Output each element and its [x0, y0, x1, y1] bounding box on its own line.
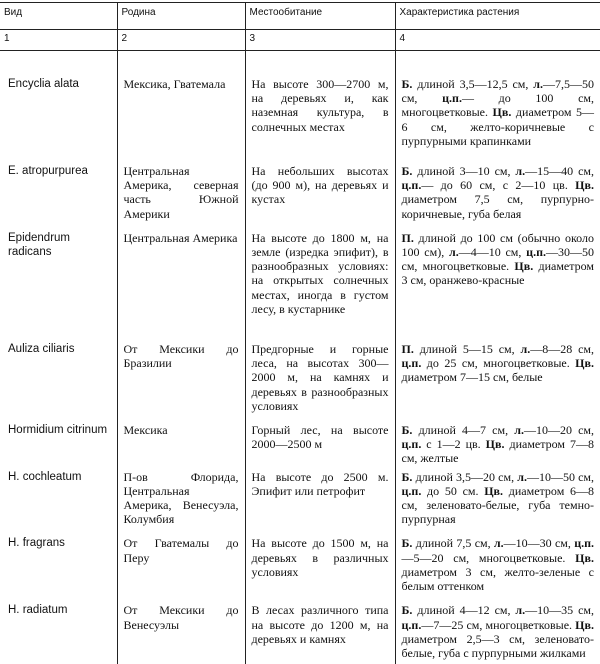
characteristic-text: длиной 4—7 см, — [412, 423, 514, 437]
characteristic-text: длиной 3,5—20 см, — [412, 470, 517, 484]
characteristic-text: длиной 3,5—12,5 см, — [412, 77, 533, 91]
habitat-cell — [245, 231, 395, 342]
characteristic-text: —7,5—50 см, — [402, 77, 595, 105]
habitat-text: Горный лес, на высоте 2000—2500 м — [252, 423, 389, 451]
homeland-cell — [117, 470, 245, 537]
column-header-characteristic: Характеристика растения — [395, 3, 600, 30]
characteristic-term: Цв. — [575, 618, 594, 632]
homeland-cell — [117, 423, 245, 470]
column-number-row — [0, 30, 600, 51]
characteristic-text: до 25 см, многоцветковые. — [421, 356, 575, 370]
characteristic-term: л. — [514, 423, 524, 437]
table-row — [0, 536, 600, 603]
characteristic-term: Цв. — [514, 259, 533, 273]
characteristic-term: П. — [402, 231, 414, 245]
homeland-cell — [117, 164, 245, 231]
homeland-text: От Мексики до Венесуэлы — [124, 603, 239, 631]
characteristic-text: диаметром 7—15 см, белые — [402, 370, 543, 384]
characteristic-text: длиной 4—12 см, — [412, 603, 515, 617]
habitat-cell — [245, 536, 395, 603]
characteristic-term: ц.п. — [402, 437, 422, 451]
characteristic-term: ц.п. — [402, 618, 422, 632]
characteristic-term: ц.п. — [574, 536, 594, 550]
species-text: E. atropurpurea — [8, 165, 88, 177]
characteristic-term: Б. — [402, 470, 413, 484]
characteristic-text: —4—10 см, — [459, 245, 526, 259]
characteristic-term: л. — [515, 603, 525, 617]
characteristic-term: Б. — [402, 603, 413, 617]
homeland-text: Мексика, Гватемала — [124, 77, 226, 91]
column-number: 3 — [245, 30, 395, 51]
characteristic-term: Б. — [402, 423, 413, 437]
habitat-cell — [245, 342, 395, 423]
habitat-text: На высоте 300—2700 м, на деревьях и, как наземная культура, в солнечных местах — [252, 77, 389, 134]
species-cell — [0, 77, 117, 164]
habitat-text: На высоте до 2500 м. Эпифит или петрофит — [252, 470, 389, 498]
species-cell — [0, 164, 117, 231]
characteristic-text: с 1—2 цв. — [421, 437, 485, 451]
habitat-text: На небольших высотах (до 900 м), на деревьях и кустах — [252, 164, 389, 206]
characteristic-text: — до 100 см, многоцветковые. — [402, 91, 595, 119]
characteristic-text: —10—50 см, — [527, 470, 594, 484]
species-cell — [0, 603, 117, 664]
characteristic-cell — [395, 231, 600, 342]
characteristic-term: Цв. — [575, 178, 594, 192]
habitat-cell — [245, 164, 395, 231]
characteristic-cell — [395, 77, 600, 164]
characteristic-term: л. — [521, 342, 531, 356]
habitat-cell — [245, 470, 395, 537]
characteristic-text: диаметром 6—8 см, зеленовато-белые, губа темно-пурпурная — [402, 484, 595, 526]
column-number: 1 — [0, 30, 117, 51]
table-row — [0, 423, 600, 470]
table-row — [0, 603, 600, 664]
characteristic-term: л. — [515, 164, 525, 178]
habitat-text: В лесах различного типа на высоте до 1200 м, на деревьях и камнях — [252, 603, 389, 645]
spacer-row — [0, 51, 600, 78]
characteristic-term: Цв. — [575, 356, 594, 370]
characteristic-text: диаметром 3 см, желто-зеленые с белым оттенком — [402, 565, 595, 593]
characteristic-text: —8—28 см, — [530, 342, 594, 356]
characteristic-text: диаметром 7,5 см, пурпурно-коричневые, губа белая — [402, 192, 595, 220]
homeland-text: Мексика — [124, 423, 168, 437]
characteristic-term: ц.п. — [526, 245, 546, 259]
species-text: H. fragrans — [8, 537, 65, 549]
characteristic-cell — [395, 470, 600, 537]
species-cell — [0, 231, 117, 342]
characteristic-text: —5—20 см, многоцветковые. — [402, 551, 576, 565]
characteristic-cell — [395, 342, 600, 423]
characteristic-term: Б. — [402, 536, 413, 550]
characteristic-text: —7—25 см, многоцветковые. — [421, 618, 575, 632]
habitat-cell — [245, 603, 395, 664]
characteristic-text: диаметром 2,5—3 см, зеленовато-белые, губа с пурпурными жилками — [402, 632, 595, 660]
characteristic-term: ц.п. — [402, 484, 422, 498]
species-cell — [0, 342, 117, 423]
table-row — [0, 164, 600, 231]
characteristic-text: длиной 7,5 см, — [412, 536, 493, 550]
column-header-species: Вид — [0, 3, 117, 30]
homeland-text: П-ов Флорида, Центральная Америка, Венесуэла, Колумбия — [124, 470, 239, 527]
column-header-homeland: Родина — [117, 3, 245, 30]
species-cell — [0, 423, 117, 470]
characteristic-text: —10—35 см, — [525, 603, 594, 617]
column-number: 4 — [395, 30, 600, 51]
table-row — [0, 77, 600, 164]
habitat-text: На высоте до 1500 м, на деревьях в различных условиях — [252, 536, 389, 578]
characteristic-term: л. — [517, 470, 527, 484]
species-cell — [0, 536, 117, 603]
species-text: Auliza ciliaris — [8, 343, 74, 355]
species-text: Encyclia alata — [8, 78, 79, 90]
characteristic-text: — до 60 см, с 2—10 цв. — [421, 178, 575, 192]
homeland-text: От Гватемалы до Перу — [124, 536, 239, 564]
characteristic-text: —15—40 см, — [525, 164, 594, 178]
table-body — [0, 51, 600, 664]
characteristic-text: диаметром 7—8 см, желтые — [402, 437, 595, 465]
column-header-habitat: Местообитание — [245, 3, 395, 30]
characteristic-term: л. — [449, 245, 459, 259]
species-text: Epidendrum radicans — [8, 232, 70, 258]
characteristic-cell — [395, 603, 600, 664]
homeland-text: От Мексики до Бразилии — [124, 342, 239, 370]
characteristic-text: —10—30 см, — [504, 536, 575, 550]
characteristic-text: длиной 5—15 см, — [414, 342, 521, 356]
characteristic-text: диаметром 3 см, оранжево-красные — [402, 259, 595, 287]
species-cell — [0, 470, 117, 537]
characteristic-text: —10—20 см, — [524, 423, 594, 437]
characteristic-term: л. — [494, 536, 504, 550]
table-row — [0, 231, 600, 342]
characteristic-term: ц.п. — [442, 91, 462, 105]
characteristic-cell — [395, 423, 600, 470]
characteristic-term: л. — [533, 77, 543, 91]
homeland-cell — [117, 603, 245, 664]
characteristic-term: ц.п. — [402, 178, 422, 192]
characteristic-text: до 50 см. — [421, 484, 484, 498]
characteristic-term: Б. — [402, 164, 413, 178]
characteristic-cell — [395, 536, 600, 603]
species-text: H. radiatum — [8, 604, 67, 616]
habitat-text: Предгорные и горные леса, на высотах 300—2000 м, на камнях и деревьях в разнообразных условиях — [252, 342, 389, 413]
homeland-text: Центральная Америка — [124, 231, 238, 245]
characteristic-text: —30—50 см, многоцветковые. — [402, 245, 595, 273]
habitat-text: На высоте до 1800 м, на земле (изредка эпифит), в разнообразных условиях: на открытых солнечных местах, иногда в густом лесу, в кустарнике — [252, 231, 389, 316]
characteristic-term: Б. — [402, 77, 413, 91]
characteristic-term: Цв. — [493, 105, 512, 119]
characteristic-term: ц.п. — [402, 356, 422, 370]
characteristic-term: П. — [402, 342, 414, 356]
characteristic-term: Цв. — [575, 551, 594, 565]
species-text: Hormidium citrinum — [8, 424, 107, 436]
habitat-cell — [245, 423, 395, 470]
homeland-cell — [117, 536, 245, 603]
table-header-row — [0, 3, 600, 30]
characteristic-cell — [395, 164, 600, 231]
table-row — [0, 470, 600, 537]
habitat-cell — [245, 77, 395, 164]
homeland-text: Центральная Америка, северная часть Южной Америки — [124, 164, 239, 221]
characteristic-term: Цв. — [484, 484, 503, 498]
homeland-cell — [117, 342, 245, 423]
characteristic-term: Цв. — [486, 437, 505, 451]
column-number: 2 — [117, 30, 245, 51]
characteristic-text: длиной 3—10 см, — [412, 164, 515, 178]
homeland-cell — [117, 77, 245, 164]
characteristic-text: длиной до 100 см (обычно около 100 см), — [402, 231, 595, 259]
table-row — [0, 342, 600, 423]
species-text: H. cochleatum — [8, 471, 82, 483]
characteristic-text: диаметром 5—6 см, желто-коричневые с пурпурными крапинками — [402, 105, 595, 147]
homeland-cell — [117, 231, 245, 342]
orchid-species-table — [0, 2, 600, 664]
